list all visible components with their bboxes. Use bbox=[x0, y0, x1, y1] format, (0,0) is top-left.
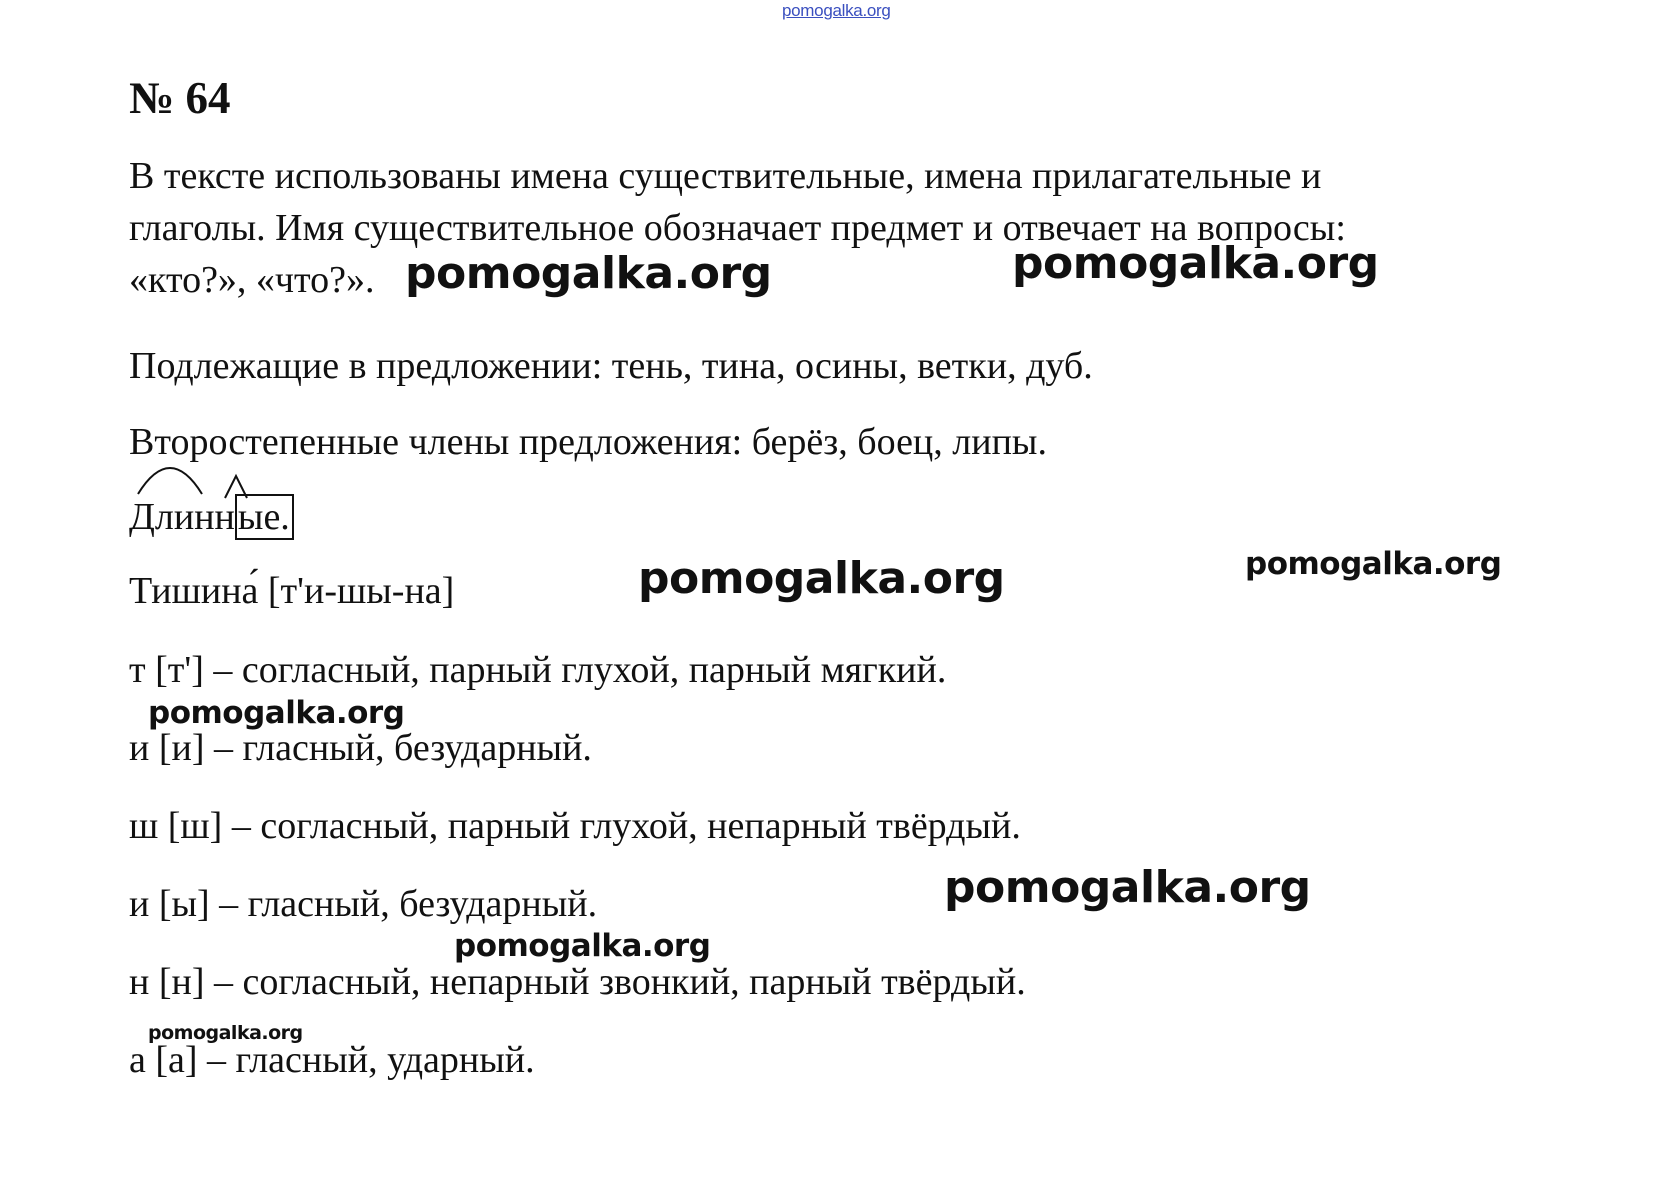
phonetic-line bbox=[129, 569, 454, 613]
root-arc-mark bbox=[138, 468, 202, 494]
subjects-line: Подлежащие в предложении: тень, тина, осины, ветки, дуб. bbox=[129, 345, 1093, 387]
site-link-underline-decoration bbox=[790, 18, 890, 24]
watermark: pomogalka.org bbox=[638, 553, 1005, 604]
exercise-number: № 64 bbox=[129, 73, 231, 123]
paragraph-line-2: глаголы. Имя существительное обозначает предмет и отвечает на вопросы: bbox=[129, 207, 1346, 249]
word-ending-box: ые. bbox=[235, 494, 294, 540]
phonetic-word: Тишина́ bbox=[129, 570, 259, 612]
sound-line-6: а [а] – гласный, ударный. bbox=[129, 1039, 535, 1081]
watermark: pomogalka.org bbox=[405, 248, 772, 299]
watermark: pomogalka.org bbox=[454, 928, 711, 964]
watermark: pomogalka.org bbox=[1245, 546, 1502, 582]
paragraph-line-3: «кто?», «что?». bbox=[129, 259, 375, 301]
watermark: pomogalka.org bbox=[148, 695, 405, 731]
phonetic-transcription: [т'и-шы-на] bbox=[267, 570, 455, 612]
sound-line-3: ш [ш] – согласный, парный глухой, непарный твёрдый. bbox=[129, 805, 1021, 847]
sound-line-4: и [ы] – гласный, безударный. bbox=[129, 883, 598, 925]
watermark: pomogalka.org bbox=[148, 1022, 303, 1044]
paragraph-line-1: В тексте использованы имена существительные, имена прилагательные и bbox=[129, 155, 1322, 197]
word-parse bbox=[129, 495, 294, 539]
watermark: pomogalka.org bbox=[944, 862, 1311, 913]
sound-line-5: н [н] – согласный, непарный звонкий, парный твёрдый. bbox=[129, 961, 1026, 1003]
site-link[interactable]: pomogalka.org bbox=[782, 1, 891, 20]
secondary-members-line: Второстепенные члены предложения: берёз, боец, липы. bbox=[129, 421, 1047, 463]
sound-line-1: т [т'] – согласный, парный глухой, парный мягкий. bbox=[129, 649, 947, 691]
watermark: pomogalka.org bbox=[1012, 238, 1379, 289]
word-stem: Длинн bbox=[129, 496, 235, 538]
sound-line-2: и [и] – гласный, безударный. bbox=[129, 727, 592, 769]
